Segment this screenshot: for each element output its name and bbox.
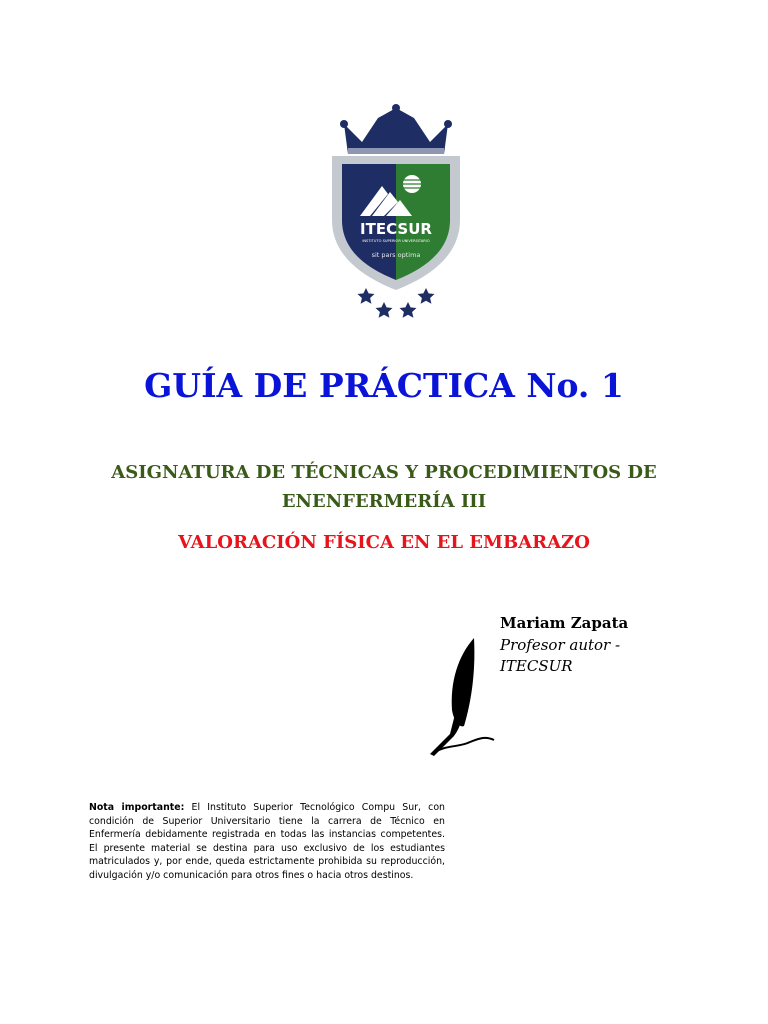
star-icon (358, 288, 375, 304)
logo-brand: ITECSUR (360, 220, 432, 238)
star-icon (418, 288, 435, 304)
star-icon (376, 302, 393, 318)
author-name: Mariam Zapata (500, 614, 629, 632)
logo-tagline: INSTITUTO SUPERIOR UNIVERSITARIO (362, 239, 430, 243)
note-label: Nota importante: (89, 802, 185, 813)
logo-motto: sit pars optima (371, 251, 421, 259)
document-subject: ASIGNATURA DE TÉCNICAS Y PROCEDIMIENTOS DE ENENFERMERÍA III (111, 462, 657, 512)
author-block (500, 612, 700, 677)
star-icon (400, 302, 417, 318)
quill-icon (424, 636, 498, 760)
note-text: El Instituto Superior Tecnológico Compu Sur, con condición de Superior Universitario tiene la carrera de Técnico en Enfermería debidamente registrada en todas las instancias competentes. El presente material se destina para uso exclusivo de los estudiantes matriculados y, por ende, queda estrictamente prohibida su reproducción, divulgación y/o comunicación para otros fines o hacia otros destinos. (89, 802, 446, 881)
document-title: GUÍA DE PRÁCTICA No. 1 (144, 366, 624, 405)
itecsur-logo (326, 104, 466, 320)
crown-icon (340, 104, 452, 154)
document-topic: VALORACIÓN FÍSICA EN EL EMBARAZO (178, 532, 590, 553)
important-note (89, 801, 445, 883)
author-role: Profesor autor - ITECSUR (500, 636, 621, 675)
